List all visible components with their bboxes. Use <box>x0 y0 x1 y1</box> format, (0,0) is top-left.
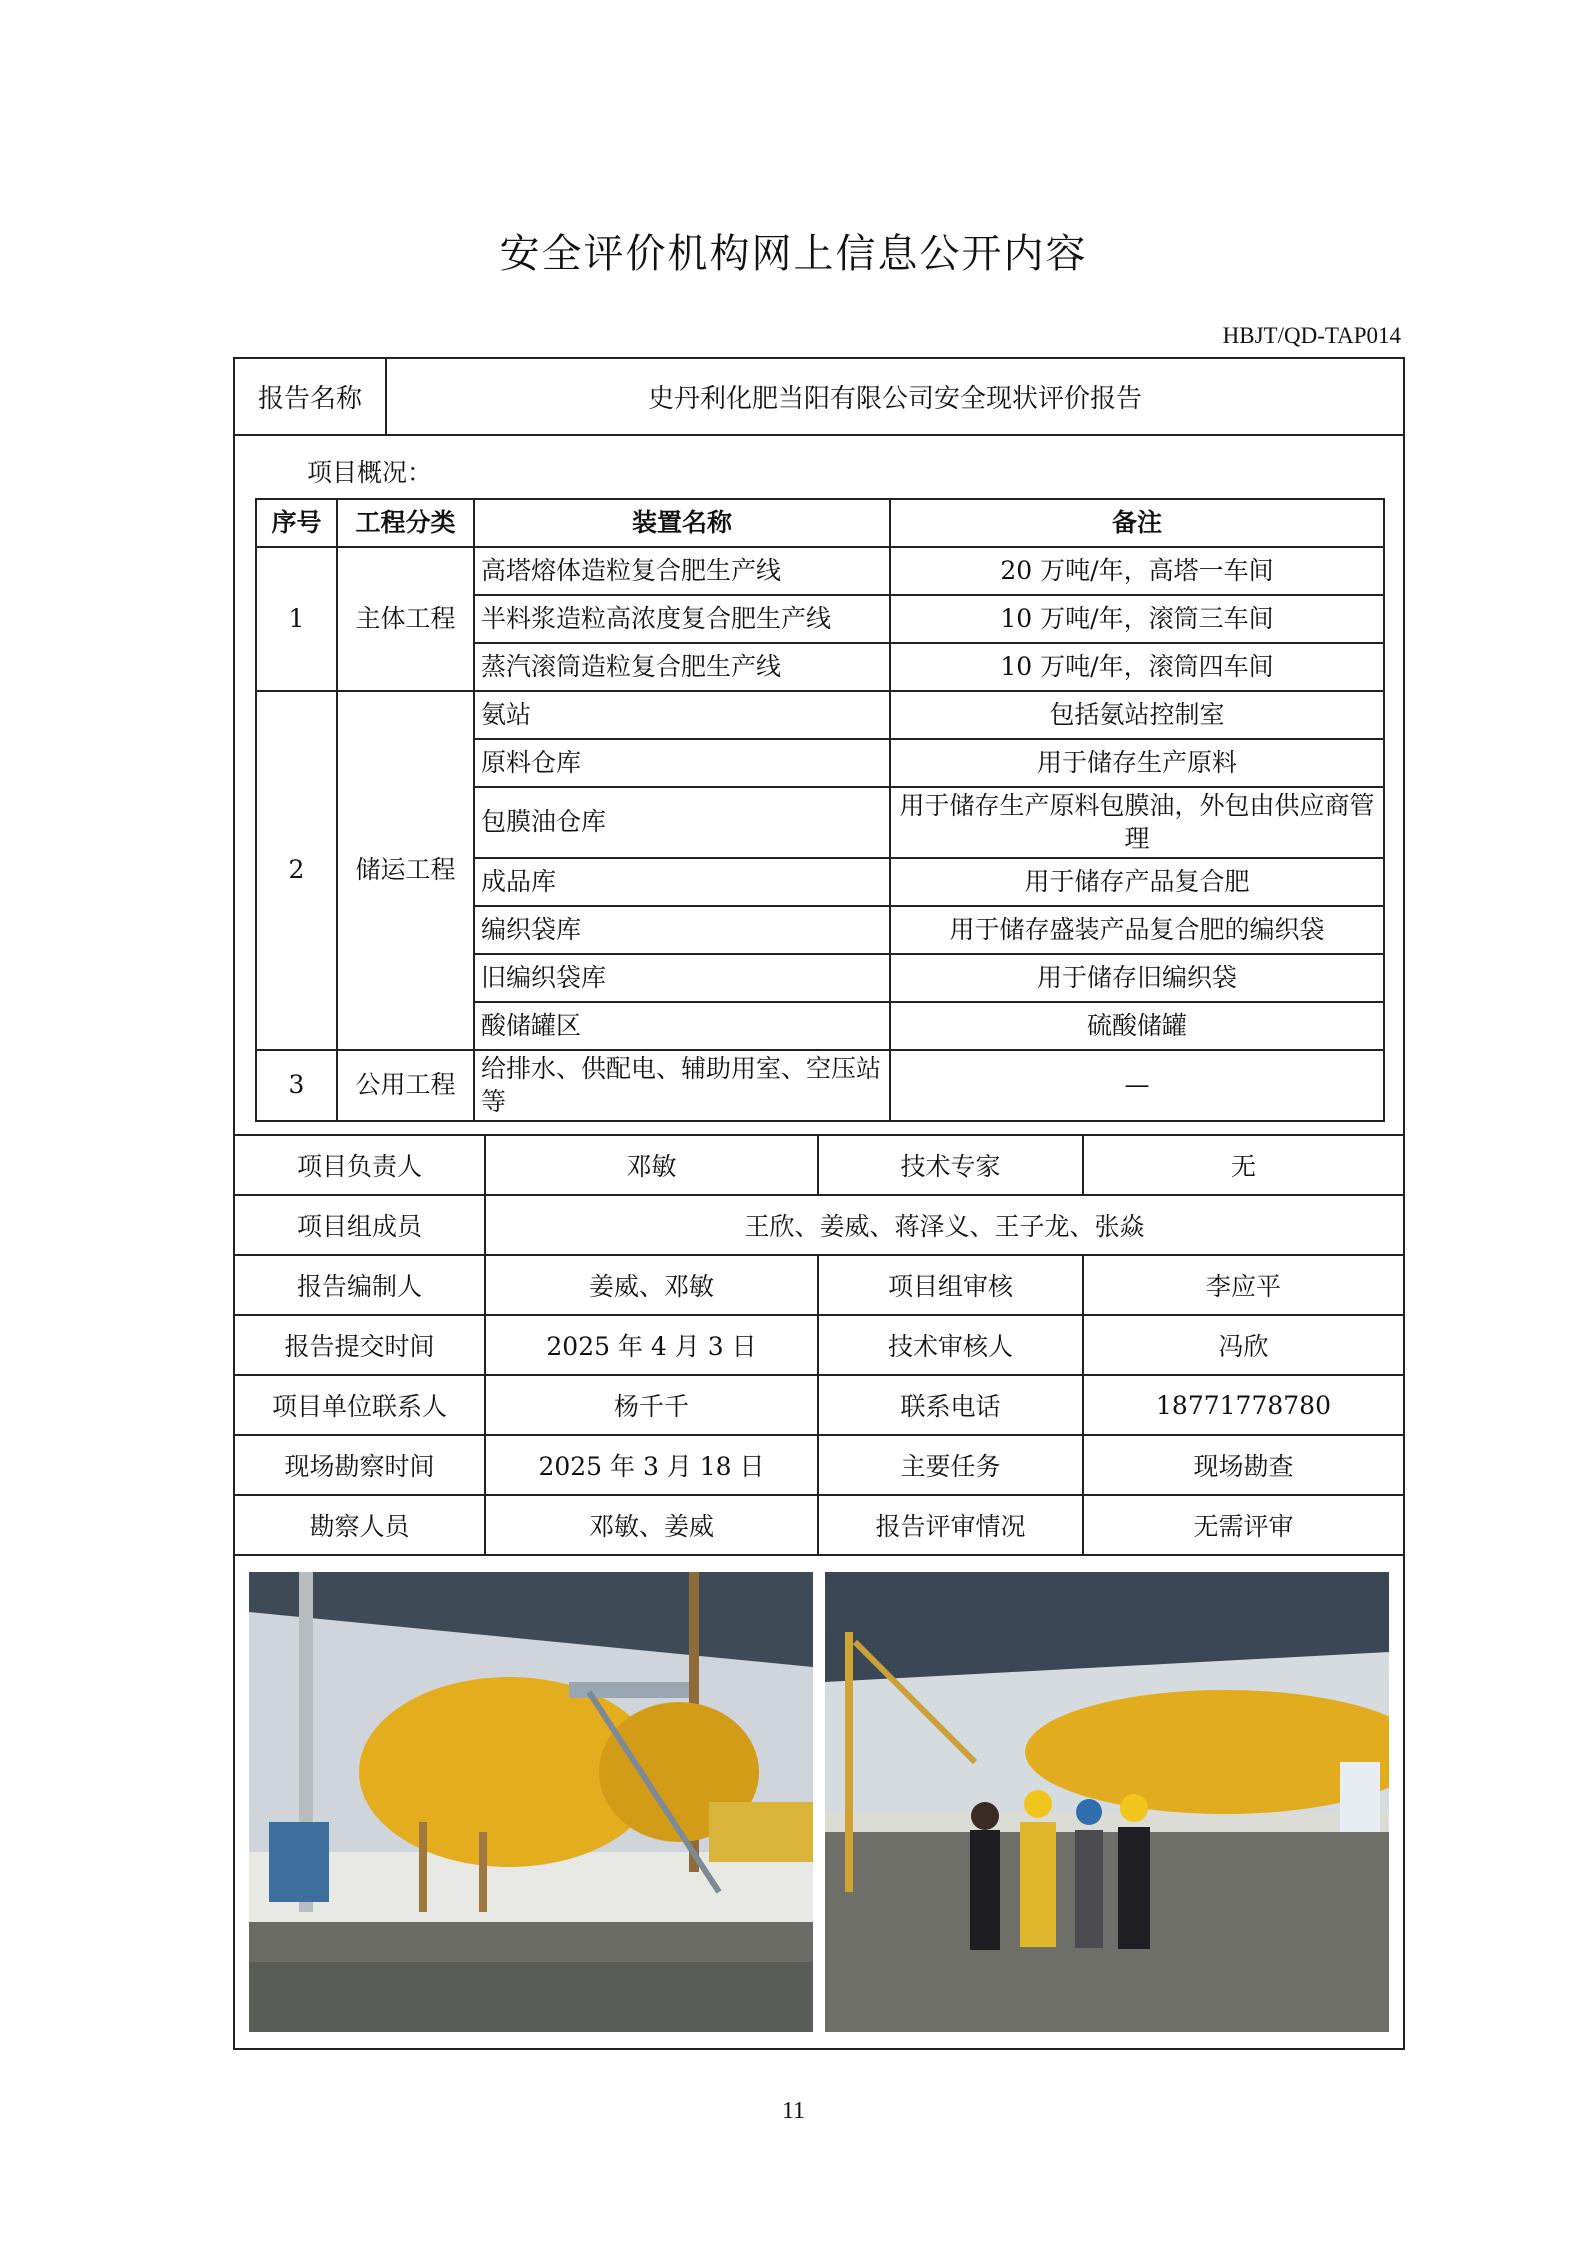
device-name: 编织袋库 <box>474 906 890 954</box>
device-name: 旧编织袋库 <box>474 954 890 1002</box>
members-label: 项目组成员 <box>235 1195 485 1255</box>
contact-label: 项目单位联系人 <box>235 1375 485 1435</box>
info-row <box>235 1375 1403 1435</box>
info-row <box>235 1195 1403 1255</box>
table-row <box>256 691 1384 739</box>
device-name: 氨站 <box>474 691 890 739</box>
page-number: 11 <box>781 2098 806 2124</box>
tech-review-value: 冯欣 <box>1083 1315 1403 1375</box>
table-row <box>256 547 1384 595</box>
device-note: 用于储存生产原料 <box>890 739 1384 787</box>
report-name-row <box>235 359 1403 436</box>
group-review-value: 李应平 <box>1083 1255 1403 1315</box>
header-no: 序号 <box>256 499 337 547</box>
document-code: HBJT/QD-TAP014 <box>1222 323 1401 348</box>
header-category: 工程分类 <box>337 499 474 547</box>
author-value: 姜威、邓敏 <box>485 1255 818 1315</box>
group-review-label: 项目组审核 <box>818 1255 1083 1315</box>
device-note: 20 万吨/年，高塔一车间 <box>890 547 1384 595</box>
site-photo-inspection-team <box>825 1572 1389 2032</box>
task-value: 现场勘查 <box>1083 1435 1403 1495</box>
device-note: 用于储存产品复合肥 <box>890 858 1384 906</box>
disclosure-form <box>233 357 1405 2050</box>
device-note: 硫酸储罐 <box>890 1002 1384 1050</box>
tech-review-label: 技术审核人 <box>818 1315 1083 1375</box>
surveyors-value: 邓敏、姜威 <box>485 1495 818 1555</box>
group-no: 1 <box>256 547 337 691</box>
leader-value: 邓敏 <box>485 1135 818 1195</box>
phone-value: 18771778780 <box>1083 1375 1403 1435</box>
project-info-table <box>235 1134 1403 1556</box>
header-device-name: 装置名称 <box>474 499 890 547</box>
review-value: 无需评审 <box>1083 1495 1403 1555</box>
device-note: 用于储存盛装产品复合肥的编织袋 <box>890 906 1384 954</box>
device-name: 酸储罐区 <box>474 1002 890 1050</box>
info-row <box>235 1255 1403 1315</box>
info-row <box>235 1495 1403 1555</box>
site-photo-tanks <box>249 1572 813 2032</box>
group-no: 2 <box>256 691 337 1050</box>
info-row <box>235 1315 1403 1375</box>
report-name-value: 史丹利化肥当阳有限公司安全现状评价报告 <box>647 384 1142 414</box>
header-note: 备注 <box>890 499 1384 547</box>
device-note: — <box>890 1050 1384 1121</box>
device-name: 包膜油仓库 <box>474 787 890 858</box>
overview-header-row <box>256 499 1384 547</box>
expert-label: 技术专家 <box>818 1135 1083 1195</box>
device-name: 成品库 <box>474 858 890 906</box>
phone-label: 联系电话 <box>818 1375 1083 1435</box>
submit-time-label: 报告提交时间 <box>235 1315 485 1375</box>
overview-label: 项目概况： <box>307 458 433 487</box>
members-value: 王欣、姜威、蒋泽义、王子龙、张焱 <box>485 1195 1403 1255</box>
contact-value: 杨千千 <box>485 1375 818 1435</box>
expert-value: 无 <box>1083 1135 1403 1195</box>
survey-time-value: 2025 年 3 月 18 日 <box>485 1435 818 1495</box>
device-note: 10 万吨/年，滚筒四车间 <box>890 643 1384 691</box>
task-label: 主要任务 <box>818 1435 1083 1495</box>
device-name: 高塔熔体造粒复合肥生产线 <box>474 547 890 595</box>
report-name-label: 报告名称 <box>235 359 387 434</box>
device-note: 用于储存生产原料包膜油，外包由供应商管理 <box>890 787 1384 858</box>
author-label: 报告编制人 <box>235 1255 485 1315</box>
device-name: 半料浆造粒高浓度复合肥生产线 <box>474 595 890 643</box>
group-category: 储运工程 <box>337 691 474 1050</box>
device-name: 蒸汽滚筒造粒复合肥生产线 <box>474 643 890 691</box>
table-row <box>256 1050 1384 1121</box>
site-photos <box>249 1572 1389 2032</box>
group-category: 公用工程 <box>337 1050 474 1121</box>
survey-time-label: 现场勘察时间 <box>235 1435 485 1495</box>
leader-label: 项目负责人 <box>235 1135 485 1195</box>
surveyors-label: 勘察人员 <box>235 1495 485 1555</box>
submit-time-value: 2025 年 4 月 3 日 <box>485 1315 818 1375</box>
group-category: 主体工程 <box>337 547 474 691</box>
device-note: 包括氨站控制室 <box>890 691 1384 739</box>
info-row <box>235 1135 1403 1195</box>
page-title: 安全评价机构网上信息公开内容 <box>499 231 1088 277</box>
device-name: 原料仓库 <box>474 739 890 787</box>
review-label: 报告评审情况 <box>818 1495 1083 1555</box>
device-note: 用于储存旧编织袋 <box>890 954 1384 1002</box>
overview-table <box>255 498 1385 1122</box>
device-note: 10 万吨/年，滚筒三车间 <box>890 595 1384 643</box>
device-name: 给排水、供配电、辅助用室、空压站等 <box>474 1050 890 1121</box>
group-no: 3 <box>256 1050 337 1121</box>
info-row <box>235 1435 1403 1495</box>
